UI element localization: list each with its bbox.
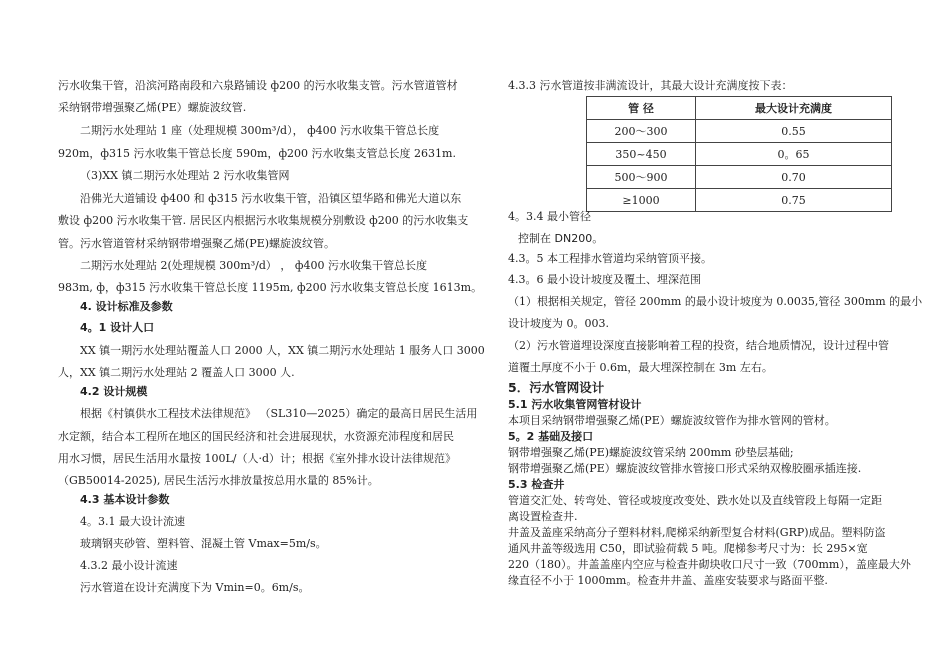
- table-header: 管 径: [587, 97, 696, 120]
- section-heading: 5．污水管网设计: [508, 380, 605, 395]
- table-cell: 350~450: [587, 143, 696, 166]
- table-row: [587, 143, 892, 166]
- table-cell: 0.55: [696, 120, 892, 143]
- table-header-row: [587, 97, 892, 120]
- subsection-heading: 5。2 基础及接口: [508, 430, 594, 443]
- text-line: 玻璃钢夹砂管、塑料管、混凝土管 Vmax=5m/s。: [80, 537, 327, 550]
- text-line: 通风井盖等级选用 C50，即试验荷载 5 吨。爬梯参考尺寸为：长 295×宽: [508, 542, 868, 555]
- text-line: 缘直径不小于 1000mm。检查井井盖、盖座安装要求与路面平整.: [508, 574, 828, 587]
- text-line: 4。3.4 最小管径: [508, 210, 591, 223]
- text-line: 设计坡度为 0。003.: [508, 317, 609, 330]
- table-cell: ≥1000: [587, 189, 696, 212]
- section-heading: 4. 设计标准及参数: [80, 300, 173, 313]
- text-line: 4.3.3 污水管道按非满流设计，其最大设计充满度按下表：: [508, 79, 793, 92]
- table-cell: 0.75: [696, 189, 892, 212]
- text-line: 离设置检查井.: [508, 510, 578, 523]
- text-line: 根据《村镇供水工程技术法律规范》 （SL310—2025）确定的最高日居民生活用: [80, 407, 478, 420]
- text-line: （GB50014-2025), 居民生活污水排放量按总用水量的 85%计。: [58, 474, 379, 487]
- text-line: XX 镇一期污水处理站覆盖人口 2000 人，XX 镇二期污水处理站 1 服务人口 3000: [80, 344, 485, 357]
- table-cell: 500～900: [587, 166, 696, 189]
- text-line: 用水习惯，居民生活用水量按 100L/（人·d）计；根据《室外排水设计法律规范》: [58, 452, 457, 465]
- text-line: （2）污水管道埋设深度直接影响着工程的投资，结合地质情况，设计过程中管: [508, 339, 889, 352]
- text-line: 水定额，结合本工程所在地区的国民经济和社会进展现状，水资源充沛程度和居民: [58, 430, 454, 443]
- text-line: 钢带增强聚乙烯(PE)螺旋波纹管采纳 200mm 砂垫层基础;: [508, 446, 794, 459]
- text-line: 4.3。5 本工程排水管道均采纳管顶平接。: [508, 252, 712, 265]
- subsection-heading: 5.1 污水收集管网管材设计: [508, 398, 642, 411]
- text-line: 二期污水处理站 2(处理规模 300m³/d） ， ф400 污水收集干管总长度: [80, 259, 427, 272]
- table-cell: 0。65: [696, 143, 892, 166]
- table-header: 最大设计充满度: [696, 97, 892, 120]
- text-line: 管。污水管道管材采纳钢带增强聚乙烯(PE)螺旋波纹管。: [58, 237, 336, 250]
- text-line: 井盖及盖座采纳高分子塑料材料,爬梯采纳新型复合材料(GRP)成品。塑料防盗: [508, 526, 886, 539]
- text-line: 983m, ф，ф315 污水收集干管总长度 1195m, ф200 污水收集支管总长度 1613m。: [58, 281, 483, 294]
- text-line: 道覆土厚度不小于 0.6m，最大埋深控制在 3m 左右。: [508, 361, 773, 374]
- text-line: 4。3.1 最大设计流速: [80, 515, 185, 528]
- text-line: （1）根据相关规定，管径 200mm 的最小设计坡度为 0.0035,管径 300mm 的最小: [508, 295, 923, 308]
- text-line: 采纳钢带增强聚乙烯(PE）螺旋波纹管.: [58, 101, 247, 114]
- text-line: 人，XX 镇二期污水处理站 2 覆盖人口 3000 人.: [58, 366, 295, 379]
- text-line: 4.3.2 最小设计流速: [80, 559, 178, 572]
- text-line: 污水管道在设计充满度下为 Vmin=0。6m/s。: [80, 581, 310, 594]
- table-row: [587, 189, 892, 212]
- text-line: 管道交汇处、转弯处、管径或坡度改变处、跌水处以及直线管段上每隔一定距: [508, 494, 882, 507]
- text-line: 920m，ф315 污水收集干管总长度 590m，ф200 污水收集支管总长度 2631m.: [58, 147, 456, 160]
- text-line: 4.3。6 最小设计坡度及覆土、埋深范围: [508, 273, 701, 286]
- text-line: 二期污水处理站 1 座（处理规模 300m³/d）， ф400 污水收集干管总长度: [80, 124, 440, 137]
- text-line: 敷设 ф200 污水收集干管. 居民区内根据污水收集规模分别敷设 ф200 的污水收集支: [58, 214, 469, 227]
- subsection-heading: 4.3 基本设计参数: [80, 493, 170, 506]
- text-line: 220（180）。井盖盖座内空应与检查井砌块收口尺寸一致（700mm），盖座最大外: [508, 558, 911, 571]
- subsection-heading: 4.2 设计规模: [80, 385, 148, 398]
- text-line: 钢带增强聚乙烯(PE）螺旋波纹管排水管接口形式采纳双橡胶圈承插连接.: [508, 462, 862, 475]
- fullness-table: [586, 96, 892, 212]
- text-line: 控制在 DN200。: [518, 232, 604, 245]
- text-line: 污水收集干管，沿滨河路南段和六泉路铺设 ф200 的污水收集支管。污水管道管材: [58, 79, 458, 92]
- table-row: [587, 166, 892, 189]
- text-line: 沿佛光大道铺设 ф400 和 ф315 污水收集干管，沿镇区望华路和佛光大道以东: [80, 192, 462, 205]
- subsection-heading: 4。1 设计人口: [80, 321, 155, 334]
- subsection-heading: 5.3 检查井: [508, 478, 565, 491]
- text-line: 本项目采纳钢带增强聚乙烯(PE）螺旋波纹管作为排水管网的管材。: [508, 414, 836, 427]
- text-line: （3)XX 镇二期污水处理站 2 污水收集管网: [80, 169, 290, 182]
- table-cell: 200～300: [587, 120, 696, 143]
- table-cell: 0.70: [696, 166, 892, 189]
- table-row: [587, 120, 892, 143]
